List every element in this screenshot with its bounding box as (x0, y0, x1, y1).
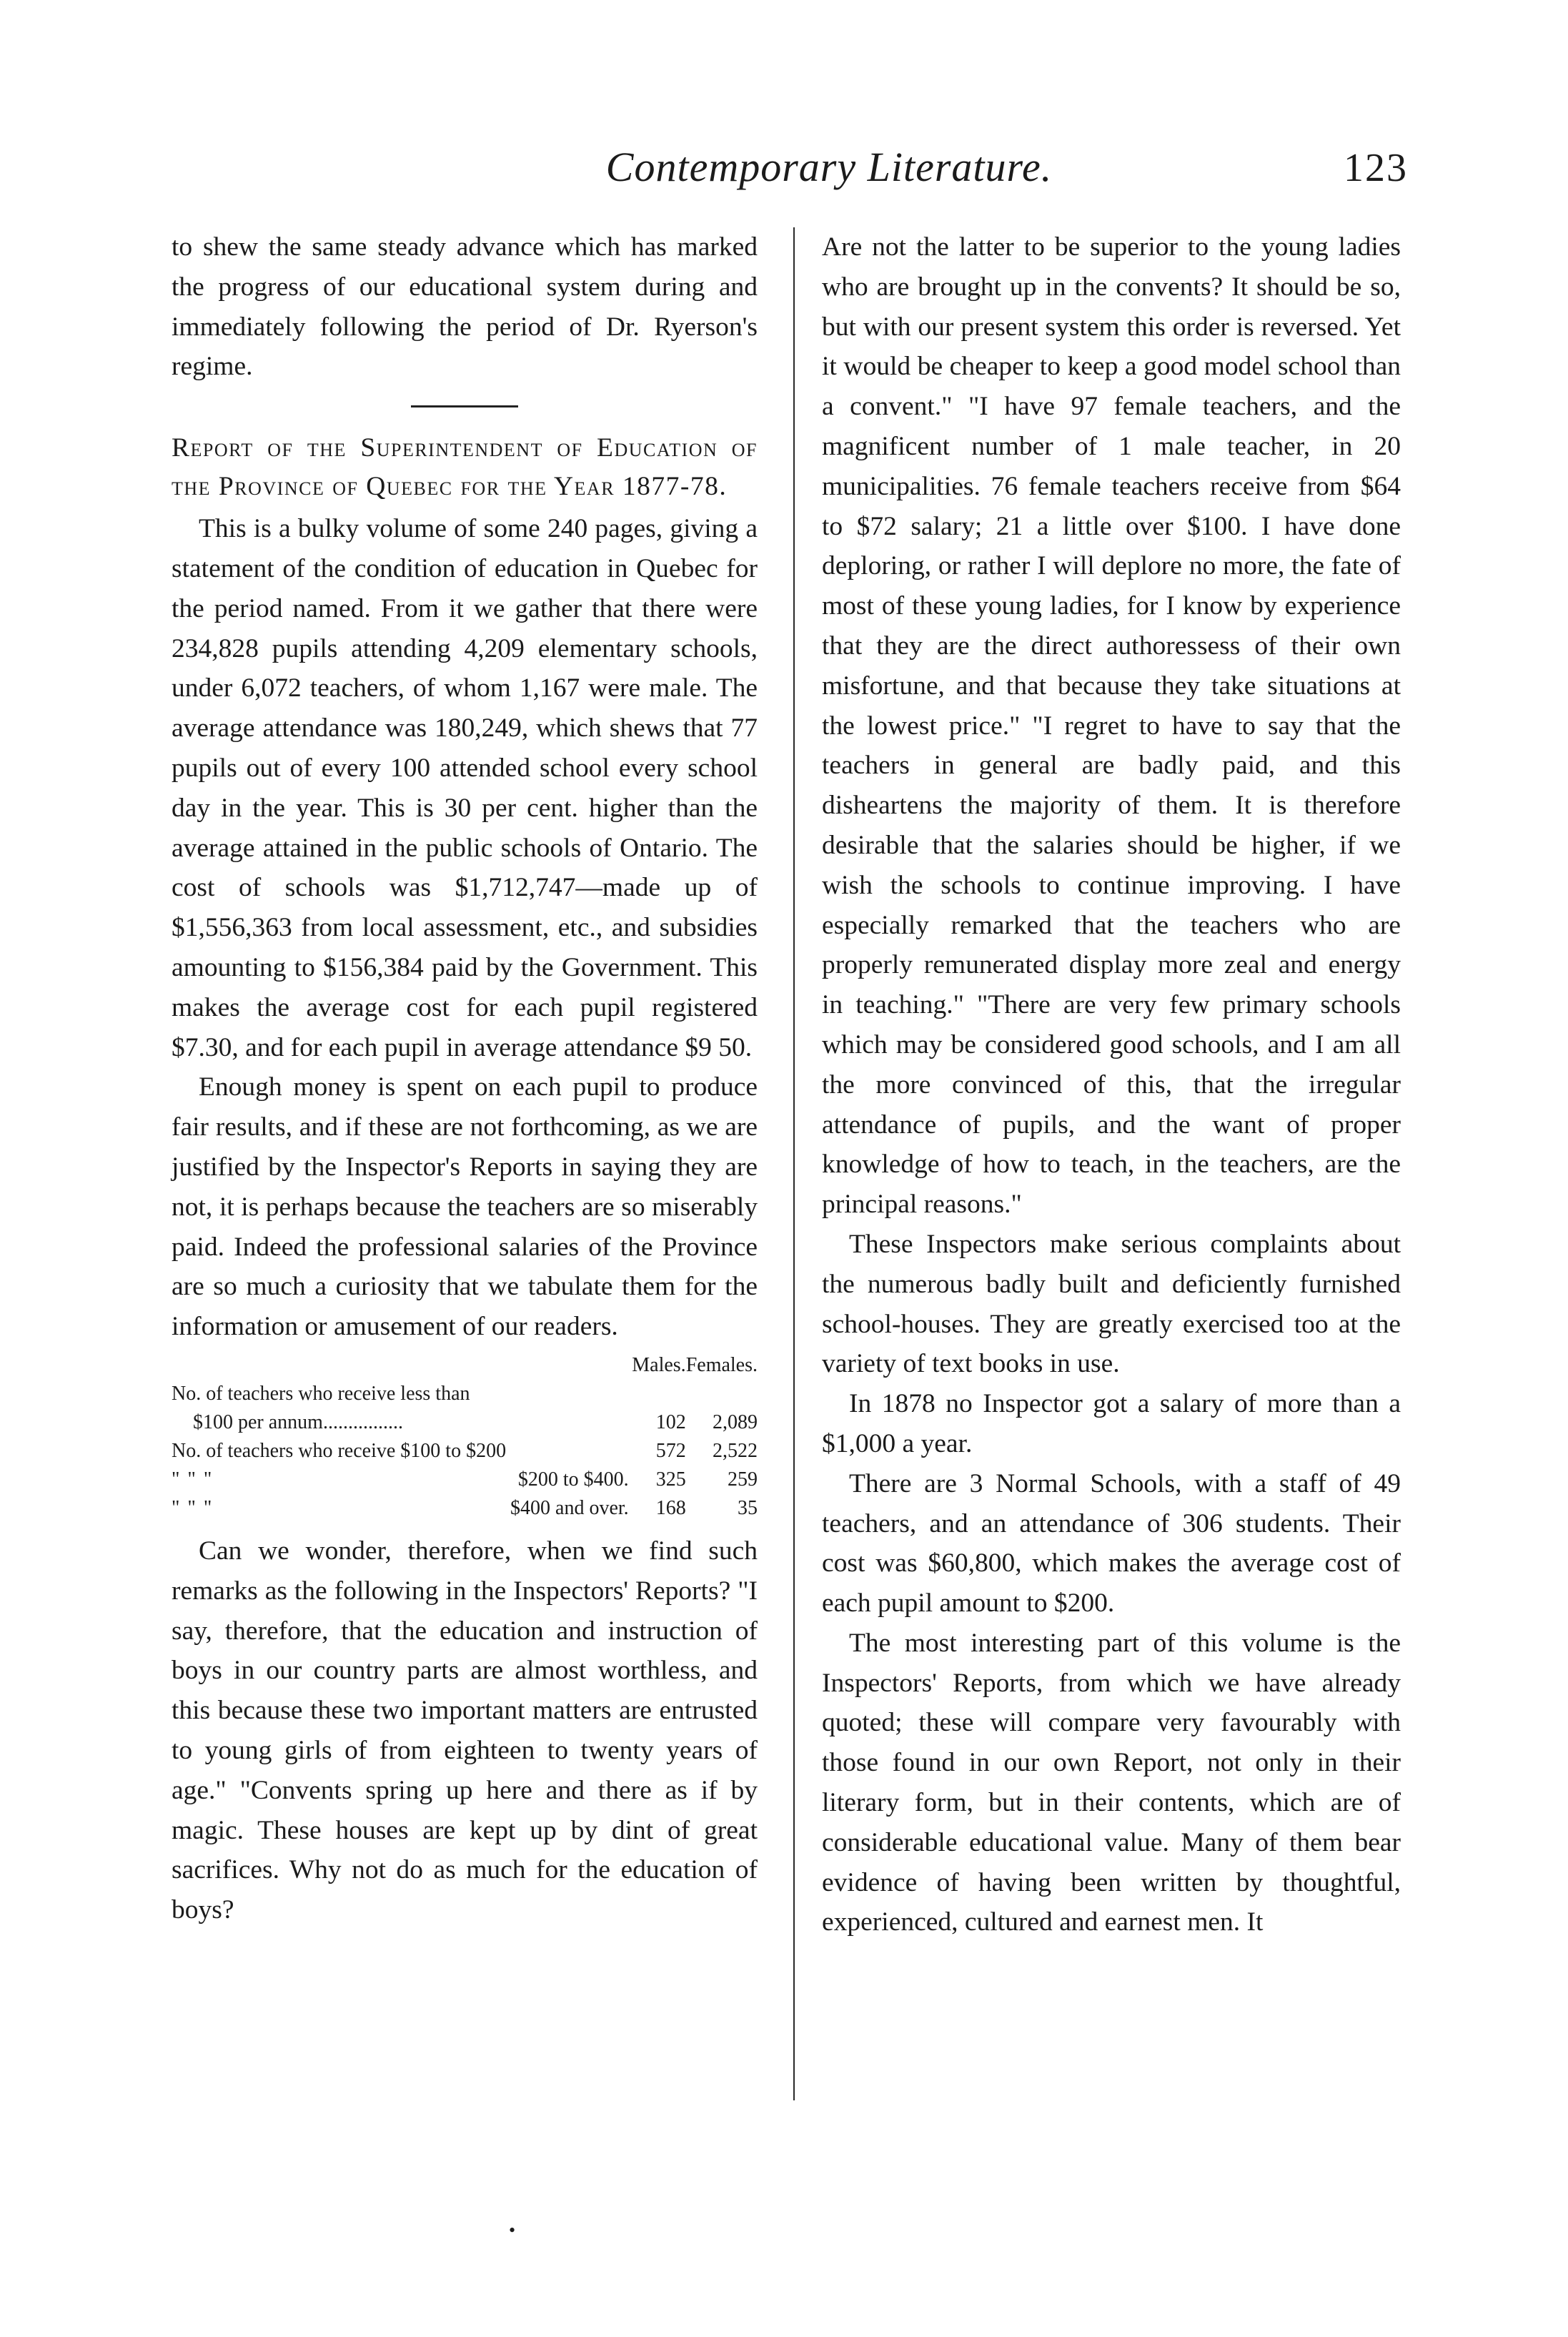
males-value: 572 (655, 1439, 686, 1462)
row-label: $200 to $400. (517, 1468, 629, 1491)
body-paragraph: This is a bulky volume of some 240 pages, giving a statement of the condition of education in Quebec for the period named. From it we gather that there were 234,828 pupils attending 4,209 elementary schools, under 6,072 teachers, of whom 1,167 were male. The average attendance was 180,249, which shews that 77 pupils out of every 100 attended school every school day in the year. This is 30 per cent. higher than the average attained in the public schools of Ontario. The cost of schools was $1,712,747—made up of $1,556,363 from local assessment, etc., and subsidies amounting to $156,384 paid by the Government. This makes the average cost for each pupil registered $7.30, and for each pupil in average attendance $9 50. (172, 514, 758, 1062)
females-value: 2,089 (713, 1410, 758, 1433)
table-row (172, 1408, 758, 1437)
body-paragraph: Can we wonder, therefore, when we find such remarks as the following in the Inspectors' Reports? "I say, therefore, that the education and instruction of boys in our country parts are almost worthless, and this because these two important matters are entrusted to young girls of from eighteen to twenty years of age." "Convents spring up here and there as if by magic. These houses are kept up by dint of great sacrifices. Why not do as much for the education of boys? (172, 1536, 758, 1925)
right-column (822, 227, 1401, 1942)
body-paragraph: The most interesting part of this volume is the Inspectors' Reports, from which we have already quoted; these will compare very favourably with those found in our own Report, not only in their literary form, but in their contents, which are of considerable educational value. Many of them bear evidence of having been written by thoughtful, experienced, cultured and earnest men. It (822, 1628, 1401, 1937)
body-paragraph: These Inspectors make serious complaints about the numerous badly built and deficiently furnished school-houses. They are greatly exercised too at the variety of text books in use. (822, 1229, 1401, 1379)
females-value: 2,522 (713, 1439, 758, 1462)
ditto-marks: " " " (172, 1496, 214, 1519)
section-heading: Report of the Superintendent of Education of the Province of Quebec for the Year 1877-78. (172, 433, 758, 502)
body-paragraph: Enough money is spent on each pupil to produce fair results, and if these are not forthcoming, as we are justified by the Inspector's Reports in saying they are not, it is perhaps because the teachers are so miserably paid. Indeed the professional salaries of the Province are so much a curiosity that we tabulate them for the information or amusement of our readers. (172, 1072, 758, 1342)
continuation-paragraph: to shew the same steady advance which has marked the progress of our educational system during and immediately following the period of Dr. Ryerson's regime. (172, 232, 758, 382)
ditto-marks: " " " (172, 1468, 214, 1491)
females-value: 35 (738, 1496, 758, 1519)
column-header-females: Females. (685, 1353, 758, 1376)
row-label: $400 and over. (510, 1496, 629, 1519)
males-value: 168 (655, 1496, 686, 1519)
column-header-males: Males. (632, 1353, 686, 1376)
body-paragraph: There are 3 Normal Schools, with a staff of 49 teachers, and an attendance of 306 students. Their cost was $60,800, which makes the average cost of each pupil amount to $200. (822, 1468, 1401, 1619)
row-label: No. of teachers who receive less than (172, 1382, 470, 1405)
body-paragraph: In 1878 no Inspector got a salary of more than a $1,000 a year. (822, 1389, 1401, 1458)
section-divider (411, 405, 518, 407)
table-row (172, 1494, 758, 1523)
salary-table (172, 1351, 758, 1523)
table-row (172, 1380, 758, 1408)
running-header: Contemporary Literature. (605, 144, 1053, 190)
table-row (172, 1437, 758, 1466)
left-column (172, 227, 758, 1930)
females-value: 259 (728, 1468, 758, 1491)
page-number: 123 (1344, 146, 1408, 190)
table-row (172, 1466, 758, 1494)
footer-mark: • (509, 2220, 516, 2240)
table-header-row (172, 1351, 758, 1380)
males-value: 102 (655, 1410, 686, 1433)
row-label: $100 per annum................ (193, 1410, 403, 1433)
males-value: 325 (655, 1468, 686, 1491)
row-label: No. of teachers who receive $100 to $200 (172, 1439, 507, 1462)
continuation-paragraph: Are not the latter to be superior to the young ladies who are brought up in the convents? It should be so, but with our present system this order is reversed. Yet it would be cheaper to keep a good model school than a convent." "I have 97 female teachers, and the magnificent number of 1 male teacher, in 20 municipalities. 76 female teachers receive from $64 to $72 salary; 21 a little over $100. I have done deploring, or rather I will deplore no more, the fate of most of these young ladies, for I know by experience that they are the direct authoressess of their own misfortune, and that because they take situations at the lowest price." "I regret to have to say that the teachers in general are badly paid, and this disheartens the majority of them. It is therefore desirable that the salaries should be higher, if we wish the schools to continue improving. I have especially remarked that the teachers who are properly remunerated display more zeal and energy in teaching." "There are very few primary schools which may be considered good schools, and I am all the more convinced of this, that the irregular attendance of pupils, and the want of proper knowledge of how to teach, in the teachers, are the principal reasons." (822, 232, 1401, 1220)
column-divider (793, 227, 795, 2100)
